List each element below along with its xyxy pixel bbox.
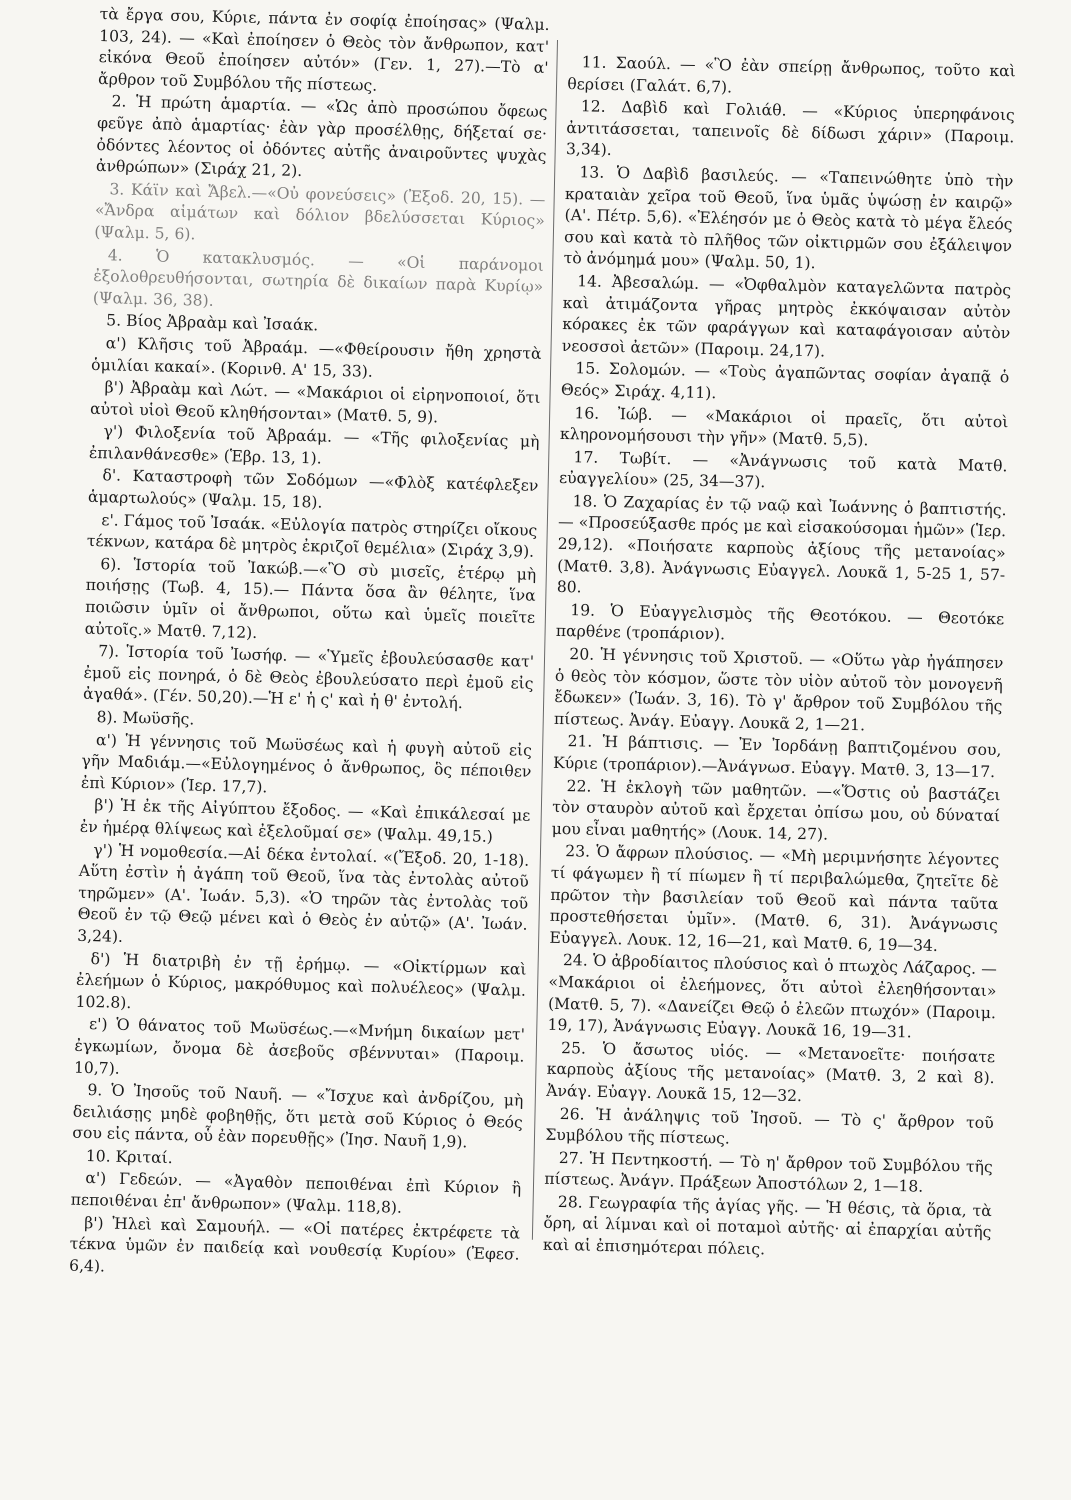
paragraph: 24. Ὁ ἀβροδίαιτος πλούσιος καὶ ὁ πτωχὸς Λάζαρος. — «Μακάριοι οἱ ἐλεήμονες, ὅτι αὐτοὶ ἐλεηθήσονται» (Ματθ. 5, 7). «Δανείζει Θεῷ ὁ ἐλεῶν πτωχόν» (Παροιμ. 19, 17), Ἀνάγνωσις Εὐαγγ. Λουκᾶ 16, 19—31. xyxy=(547,951,998,1042)
paragraph: 18. Ὁ Ζαχαρίας ἐν τῷ ναῷ καὶ Ἰωάννης ὁ βαπτιστής. — «Προσεύξασθε πρός με καὶ εἰσακούσομαι ἡμῶν» (Ἱερ. 29,12). «Ποιήσατε καρποὺς ἀξίους τῆς μετανοίας» (Ματθ. 3,8). Ἀνάγνωσις Εὐαγγελ. Λουκᾶ 1, 5-25 1, 57-80. xyxy=(556,492,1007,597)
paragraph: 7). Ἱστορία τοῦ Ἰωσήφ. — «Ὑμεῖς ἐβουλεύσασθε κατ' ἐμοῦ εἰς πονηρά, ὁ δὲ Θεὸς ἐβουλεύσατο περὶ ἐμοῦ εἰς ἀγαθά». (Γέν. 50,20).—Ἡ ε' ἡ ς' καὶ ἡ θ' ἐντολή. xyxy=(82,642,535,713)
paragraph: 13. Ὁ Δαβὶδ βασιλεύς. — «Ταπεινώθητε ὑπὸ τὴν κραταιὰν χεῖρα τοῦ Θεοῦ, ἵνα ὑμᾶς ὑψώσῃ ἐν καιρῷ» (Α'. Πέτρ. 5,6). «Ἐλέησόν με ὁ Θεὸς κατὰ τὸ μέγα ἔλεός σου καὶ κατὰ τὸ πλῆθος τῶν οἰκτιρμῶν σου ἐξάλειψον τὸ ἀνόμημά μου» (Ψαλμ. 50, 1). xyxy=(563,163,1014,273)
paragraph: ε'. Γάμος τοῦ Ἰσαάκ. «Εὐλογία πατρὸς στηρίζει οἴκους τέκνων, κατάρα δὲ μητρὸς ἐκριζοῖ θεμέλια» (Σιράχ 3,9). xyxy=(86,510,538,562)
paragraph: 25. Ὁ ἄσωτος υἱός. — «Μετανοεῖτε· ποιήσατε καρποὺς ἀξίους τῆς μετανοίας» (Ματθ. 3, 2 καὶ 8). Ἀνάγ. Εὐαγγ. Λουκᾶ 15, 12—32. xyxy=(546,1038,996,1106)
paragraph: ε') Ὁ θάνατος τοῦ Μωϋσέως.—«Μνήμη δικαίων μετ' ἐγκωμίων, ὄνομα δὲ ἀσεβοῦς σβέννυται» (Παροιμ. 10,7). xyxy=(73,1015,526,1078)
paragraph: 28. Γεωγραφία τῆς ἁγίας γῆς. — Ἡ θέσις, τὰ ὅρια, τὰ ὄρη, αἱ λίμναι καὶ οἱ ποταμοὶ αὐτῆς· αἱ ἐπαρχίαι αὐτῆς καὶ αἱ ἐπισημότεραι πόλεις. xyxy=(542,1192,993,1259)
right-column xyxy=(543,52,1016,1267)
paragraph: 3. Κάϊν καὶ Ἄβελ.—«Οὐ φονεύσεις» (Ἐξοδ. 20, 15). — «Ἄνδρα αἱμάτων καὶ δόλιον βδελύσσεται Κύριος» (Ψαλμ. 5, 6). xyxy=(94,180,546,244)
paragraph: γ') Ἡ νομοθεσία.—Αἱ δέκα ἐντολαί. «(Ἔξοδ. 20, 1-18). Αὕτη ἐστὶν ἡ ἀγάπη τοῦ Θεοῦ, ἵνα τὰς ἐντολὰς αὐτοῦ τηρῶμεν» (Α'. Ἰωάν. 5,3). «Ὁ τηρῶν τὰς ἐντολὰς τοῦ Θεοῦ ἐν τῷ Θεῷ μένει καὶ ὁ Θεὸς ἐν αὐτῷ» (Α'. Ἰωάν. 3,24). xyxy=(77,840,530,946)
paragraph: β') Ἡ ἐκ τῆς Αἰγύπτου ἔξοδος. — «Καὶ ἐπικάλεσαί με ἐν ἡμέρᾳ θλίψεως καὶ ἐξελοῦμαί σε» (Ψαλμ. 49,15.) xyxy=(79,796,531,846)
paragraph: 2. Ἡ πρώτη ἁμαρτία. — «Ὡς ἀπὸ προσώπου ὄφεως φεῦγε ἀπὸ ἁμαρτίας· ἐὰν γὰρ προσέλθῃς, δήξεταί σε· ὀδόντες λέοντος οἱ ὀδόντες αὐτῆς ἀναιροῦντες ψυχὰς ἀνθρώπων» (Σιράχ 21, 2). xyxy=(95,92,548,181)
paragraph: 26. Ἡ ἀνάληψις τοῦ Ἰησοῦ. — Τὸ ς' ἄρθρον τοῦ Συμβόλου τῆς πίστεως. xyxy=(545,1104,994,1148)
paragraph: 22. Ἡ ἐκλογὴ τῶν μαθητῶν. —«Ὅστις οὐ βαστάζει τὸν σταυρὸν αὐτοῦ καὶ ἔρχεται ὀπίσω μου, οὐ δύναταί μου εἶναι μαθητής» (Λουκ. 14, 27). xyxy=(551,776,1001,844)
paragraph: 23. Ὁ ἄφρων πλούσιος. — «Μὴ μεριμνήσητε λέγοντες τί φάγωμεν ἢ τί πίωμεν ἢ τί περιβαλώμεθα, ζητεῖτε δὲ πρῶτον τὴν βασιλείαν τοῦ Θεοῦ καὶ πάντα ταῦτα προστεθήσεται ὑμῖν». (Ματθ. 6, 31). Ἀνάγνωσις Εὐαγγελ. Λουκ. 12, 16—21, καὶ Ματθ. 6, 19—34. xyxy=(549,842,1000,955)
paragraph: τὰ ἔργα σου, Κύριε, πάντα ἐν σοφίᾳ ἐποίησας» (Ψαλμ. 103, 24). — «Καὶ ἐποίησεν ὁ Θεὸς τὸν ἄνθρωπον, κατ' εἰκόνα Θεοῦ ἐποίησεν αὐτόν» (Γεν. 1, 27).—Τὸ α' ἄρθρον τοῦ Συμβόλου τῆς πίστεως. xyxy=(97,4,550,95)
paragraph: 21. Ἡ βάπτισις. — Ἐν Ἰορδάνῃ βαπτιζομένου σου, Κύριε (τροπάριον).—Ἀνάγνωσ. Εὐαγγ. Ματθ. 3, 13—17. xyxy=(552,732,1002,782)
paragraph: 8). Μωϋσῆς. xyxy=(96,708,195,729)
paragraph: α') Κλῆσις τοῦ Ἀβραάμ. —«Φθείρουσιν ἤθη χρηστὰ ὁμιλίαι κακαί». (Κορινθ. Α' 15, 33). xyxy=(90,334,542,381)
paragraph: 6). Ἱστορία τοῦ Ἰακώβ.—«Ὃ σὺ μισεῖς, ἑτέρῳ μὴ ποιήσῃς (Τωβ. 4, 15).— Πάντα ὅσα ἂν θέλητε, ἵνα ποιῶσιν ὑμῖν οἱ ἄνθρωποι, οὕτω καὶ ὑμεῖς ποιεῖτε αὐτοῖς.» Ματθ. 7,12). xyxy=(84,555,537,642)
paragraph: δ') Ἡ διατριβὴ ἐν τῇ ἐρήμῳ. — «Οἰκτίρμων καὶ ἐλεήμων ὁ Κύριος, μακρόθυμος καὶ πολυέλεος» (Ψαλμ. 102.8). xyxy=(75,949,527,1012)
paragraph: α') Γεδεών. — «Ἀγαθὸν πεποιθέναι ἐπὶ Κύριον ἢ πεποιθέναι ἐπ' ἄνθρωπον» (Ψαλμ. 118,8). xyxy=(70,1169,522,1217)
paragraph: α') Ἡ γέννησις τοῦ Μωϋσέως καὶ ἡ φυγὴ αὐτοῦ εἰς γῆν Μαδιάμ.—«Εὐλογημένος ὁ ἄνθρωπος, ὃς πέποιθεν ἐπὶ Κύριον» (Ἱερ. 17,7). xyxy=(80,730,533,797)
paragraph: β') Ἠλεὶ καὶ Σαμουήλ. — «Οἱ πατέρες ἐκτρέφετε τὰ τέκνα ὑμῶν ἐν παιδείᾳ καὶ νουθεσίᾳ Κυρίου» (Ἐφεσ. 6,4). xyxy=(68,1213,521,1276)
paragraph: γ') Φιλοξενία τοῦ Ἀβραάμ. — «Τῆς φιλοξενίας μὴ ἐπιλανθάνεσθε» (Ἑβρ. 13, 1). xyxy=(88,422,540,468)
paragraph: 27. Ἡ Πεντηκοστή. — Τὸ η' ἄρθρον τοῦ Συμβόλου τῆς πίστεως. Ἀνάγν. Πράξεων Ἀποστόλων 2, 1—18. xyxy=(544,1148,993,1196)
paragraph: 9. Ὁ Ἰησοῦς τοῦ Ναυῆ. — «Ἴσχυε καὶ ἀνδρίζου, μὴ δειλιάσῃς μηδὲ φοβηθῇς, ὅτι μετὰ σοῦ Κύριος ὁ Θεός σου εἰς πάντα, οὗ ἐὰν πορευθῇς» (Ἰησ. Ναυῆ 1,9). xyxy=(72,1081,524,1152)
paragraph: 10. Κριταί. xyxy=(85,1146,173,1167)
paragraph: 4. Ὁ κατακλυσμός. — «Οἱ παράνομοι ἐξολοθρευθήσονται, σωτηρία δὲ δικαίων παρὰ Κυρίῳ» (Ψαλμ. 36, 38). xyxy=(92,245,544,310)
paragraph: 16. Ἰώβ. — «Μακάριοι οἱ πραεῖς, ὅτι αὐτοὶ κληρονομήσουσι τὴν γῆν» (Ματθ. 5,5). xyxy=(559,403,1009,450)
paragraph: β') Ἀβραὰμ καὶ Λώτ. — «Μακάριοι οἱ εἰρηνοποιοί, ὅτι αὐτοὶ υἱοὶ Θεοῦ κληθήσονται» (Ματθ. 5, 9). xyxy=(89,378,541,427)
paragraph: 19. Ὁ Εὐαγγελισμὸς τῆς Θεοτόκου. — Θεοτόκε παρθένε (τροπάριον). xyxy=(555,601,1005,644)
paragraph: 20. Ἡ γέννησις τοῦ Χριστοῦ. — «Οὕτω γὰρ ἠγάπησεν ὁ θεὸς τὸν κόσμον, ὥστε τὸν υἱὸν αὐτοῦ τὸν μονογενῆ ἔδωκεν» (Ἰωάν. 3, 16). Τὸ γ' ἄρθρον τοῦ Συμβόλου τῆς πίστεως. Ἀνάγ. Εὐαγγ. Λουκᾶ 2, 1—21. xyxy=(553,645,1004,735)
paragraph: 15. Σολομών. — «Τοὺς ἀγαπῶντας σοφίαν ἀγαπᾷ ὁ Θεός» Σιράχ. 4,11). xyxy=(560,359,1010,403)
paragraph: 5. Βίος Ἀβραὰμ καὶ Ἰσαάκ. xyxy=(106,311,319,335)
paragraph: 12. Δαβὶδ καὶ Γολιάθ. — «Κύριος ὑπερηφάνοις ἀντιτάσσεται, ταπεινοῖς δὲ δίδωσι χάριν» (Παροιμ. 3,34). xyxy=(565,97,1015,160)
left-column xyxy=(69,4,550,1289)
paragraph: δ'. Καταστροφὴ τῶν Σοδόμων —«Φλὸξ κατέφλεξεν ἁμαρτωλούς» (Ψαλμ. 15, 18). xyxy=(87,466,539,512)
paragraph: 17. Τωβίτ. — «Ἀνάγνωσις τοῦ κατὰ Ματθ. εὐαγγελίου» (25, 34—37). xyxy=(558,447,1008,492)
paragraph: 11. Σαούλ. — «Ὃ ἐὰν σπείρῃ ἄνθρωπος, τοῦτο καὶ θερίσει (Γαλάτ. 6,7). xyxy=(567,53,1016,97)
paragraph: 14. Ἀβεσαλώμ. — «Ὀφθαλμὸν καταγελῶντα πατρὸς καὶ ἀτιμάζοντα γῆρας μητρὸς ἐκκόψαισαν αὐτὸν κόρακες ἐκ τῶν φαράγγων καὶ καταφάγοισαν αὐτὸν νεοσσοὶ ἀετῶν» (Παροιμ. 24,17). xyxy=(561,272,1012,361)
